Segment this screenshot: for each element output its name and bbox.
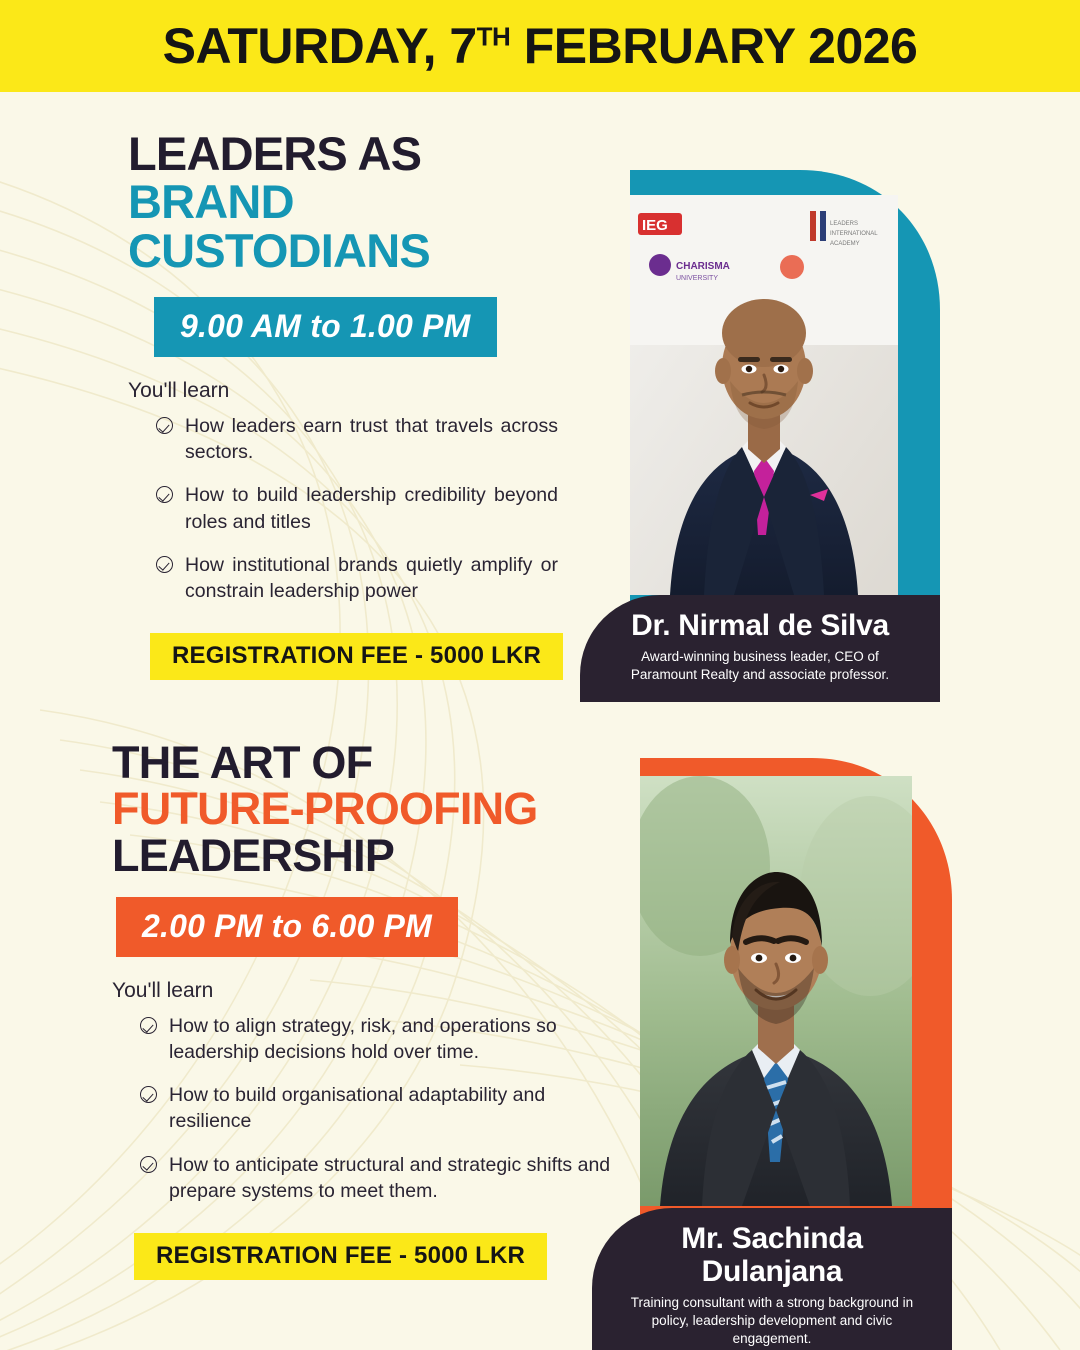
check-circle-icon (140, 1017, 157, 1034)
session-1-title-line2: BRAND (128, 175, 294, 229)
list-item (112, 1082, 622, 1134)
session-1-title-line1: LEADERS AS (128, 127, 422, 180)
speaker-2-name: Mr. Sachinda Dulanjana (681, 1222, 863, 1288)
session-1-registration-fee: REGISTRATION FEE - 5000 LKR (150, 633, 563, 680)
svg-text:INTERNATIONAL: INTERNATIONAL (830, 231, 878, 237)
list-item (112, 1013, 622, 1065)
session-1-bullet-list (128, 413, 558, 604)
speaker-card-1 (580, 170, 940, 700)
session-1-bullet-1: How leaders earn trust that travels across sectors. (185, 415, 558, 464)
session-2-title-line1: THE ART OF (112, 737, 373, 788)
session-2-bullet-list (112, 1013, 622, 1204)
svg-text:LEADERS: LEADERS (830, 221, 859, 227)
check-circle-icon (156, 486, 173, 503)
session-2-learn-label: You'll learn (112, 979, 214, 1003)
check-circle-icon (140, 1156, 157, 1173)
svg-text:CHARISMA: CHARISMA (676, 261, 730, 272)
session-2-title-line2: FUTURE-PROOFING (112, 783, 538, 835)
session-2-bullet-1: How to align strategy, risk, and operations so leadership decisions hold over time. (169, 1015, 557, 1064)
session-2-text-column (112, 737, 622, 1280)
check-circle-icon (156, 556, 173, 573)
session-1-bullet-3: How institutional brands quietly amplify or constrain leadership power (185, 553, 558, 602)
header-date-ordinal: TH (476, 21, 511, 52)
speaker-2-name-plate (592, 1208, 952, 1350)
header-date-suffix: FEBRUARY 2026 (510, 18, 918, 74)
speaker-1-name: Dr. Nirmal de Silva (631, 609, 889, 642)
session-1-title (128, 127, 558, 277)
check-circle-icon (156, 417, 173, 434)
list-item (112, 1152, 622, 1204)
speaker-1-photo (630, 195, 898, 595)
session-1-text-column (128, 127, 558, 680)
session-2-title-line3: LEADERSHIP (112, 829, 395, 881)
svg-text:UNIVERSITY: UNIVERSITY (676, 275, 719, 282)
check-circle-icon (140, 1086, 157, 1103)
session-1-time-badge: 9.00 AM to 1.00 PM (154, 297, 497, 357)
list-item (128, 482, 558, 534)
session-1-learn-label: You'll learn (128, 379, 230, 403)
session-card-1 (0, 127, 1080, 720)
speaker-1-bio: Award-winning business leader, CEO of Paramount Realty and associate professor. (630, 649, 890, 683)
session-2-registration-fee: REGISTRATION FEE - 5000 LKR (134, 1233, 547, 1280)
list-item (128, 413, 558, 465)
speaker-1-name-plate (580, 595, 940, 702)
speaker-card-2 (592, 758, 952, 1347)
header-date-prefix: SATURDAY, 7 (162, 18, 477, 74)
session-2-title (112, 737, 622, 881)
svg-text:ACADEMY: ACADEMY (830, 241, 860, 247)
speaker-2-bio: Training consultant with a strong background in policy, leadership development and civic engagement. (630, 1295, 914, 1347)
session-2-bullet-2: How to build organisational adaptability and resilience (169, 1084, 546, 1133)
svg-text:IEG: IEG (642, 217, 668, 234)
session-1-title-line3: CUSTODIANS (128, 223, 430, 277)
session-card-2 (0, 737, 1080, 1347)
page-title (163, 17, 918, 75)
session-1-bullet-2: How to build leadership credibility beyond roles and titles (185, 484, 558, 533)
header-date-banner (0, 0, 1080, 92)
session-2-bullet-3: How to anticipate structural and strategic shifts and prepare systems to meet them. (169, 1153, 611, 1202)
session-2-time-badge: 2.00 PM to 6.00 PM (116, 897, 458, 957)
list-item (128, 552, 558, 604)
speaker-2-photo (640, 776, 912, 1206)
